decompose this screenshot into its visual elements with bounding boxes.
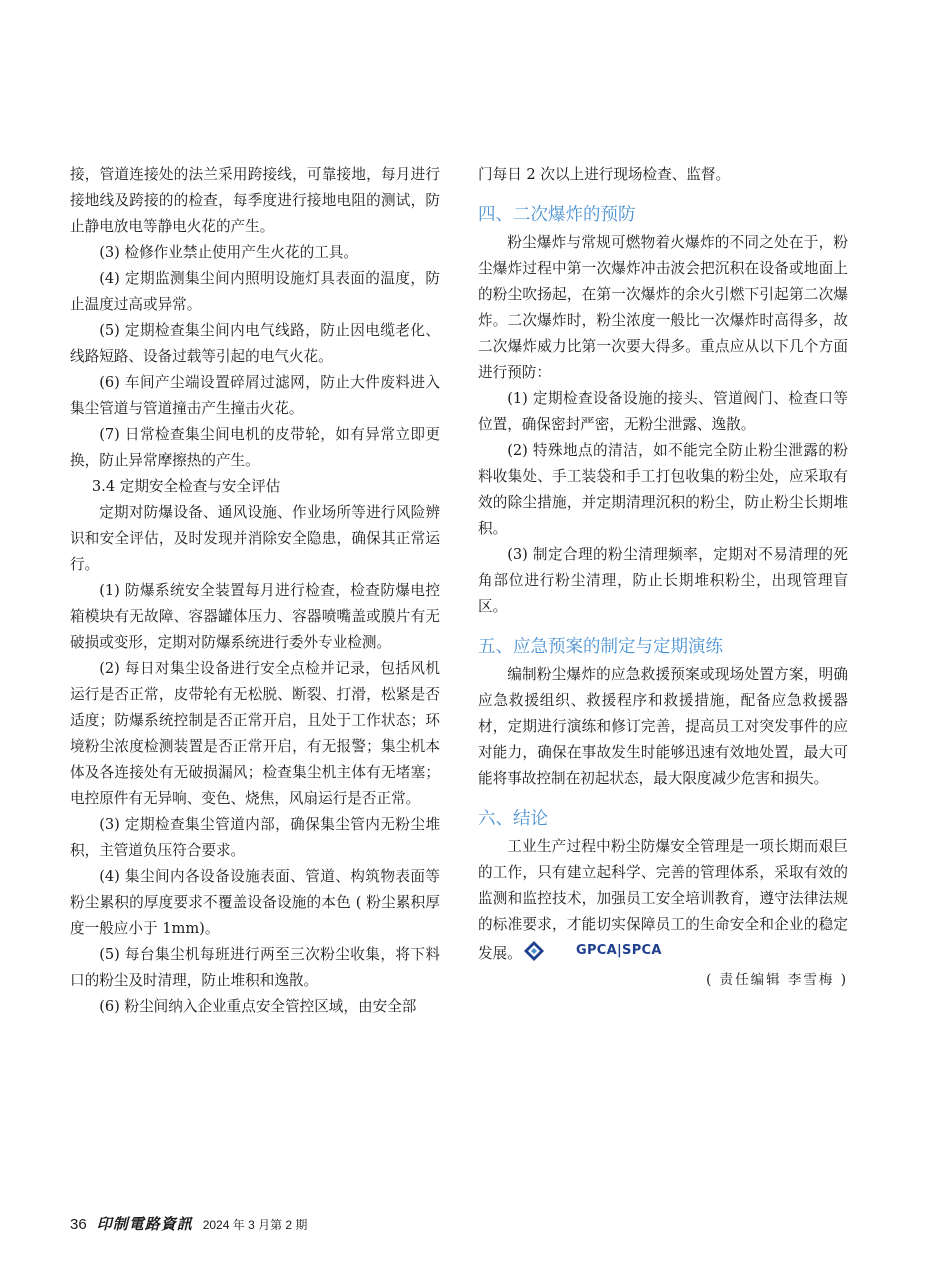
- body-paragraph: (7) 日常检查集尘间电机的皮带轮，如有异常立即更换，防止异常摩擦热的产生。: [70, 426, 440, 469]
- left-column: [70, 162, 440, 1020]
- logo-text: GPCA|SPCA: [575, 943, 662, 958]
- body-paragraph: (5) 每台集尘机每班进行两至三次粉尘收集，将下料口的粉尘及时清理，防止堆积和逸散。: [70, 946, 440, 989]
- body-paragraph: (1) 防爆系统安全装置每月进行检查，检查防爆电控箱模块有无故障、容器罐体压力、容器喷嘴盖或膜片有无破损或变形，定期对防爆系统进行委外专业检测。: [70, 582, 440, 651]
- body-paragraph: (3) 定期检查集尘管道内部，确保集尘管内无粉尘堆积，主管道负压符合要求。: [70, 816, 440, 859]
- body-paragraph: (2) 特殊地点的清洁，如不能完全防止粉尘泄露的粉料收集处、手工装袋和手工打包收集的粉尘处，应采取有效的除尘措施，并定期清理沉积的粉尘，防止粉尘长期堆积。: [478, 442, 848, 537]
- page-number: 36: [70, 1216, 87, 1233]
- body-paragraph: (6) 粉尘间纳入企业重点安全管控区域，由安全部: [99, 998, 417, 1015]
- body-paragraph: 门每日 2 次以上进行现场检查、监督。: [478, 166, 731, 183]
- section-heading-5: 五、应急预案的制定与定期演练: [478, 637, 723, 657]
- editor-note: ( 责任编辑 李雪梅 ): [706, 972, 848, 988]
- body-paragraph: (2) 每日对集尘设备进行安全点检并记录，包括风机运行是否正常，皮带轮有无松脱、断裂、打滑，松紧是否适度；防爆系统控制是否正常开启，且处于工作状态；环境粉尘浓度检测装置是否正常开启，有无报警；集尘机本体及各连接处有无破损漏风；检查集尘机主体有无堵塞；电控原件有无异响、变色、烧焦，风扇运行是否正常。: [70, 660, 440, 807]
- body-paragraph: 编制粉尘爆炸的应急救援预案或现场处置方案，明确应急救援组织、救援程序和救援措施，配备应急救援器材，定期进行演练和修订完善，提高员工对突发事件的应对能力，确保在事故发生时能够迅速有效地处置，最大可能将事故控制在初起状态，最大限度减少危害和损失。: [478, 666, 848, 787]
- body-paragraph: (5) 定期检查集尘间内电气线路，防止因电缆老化、线路短路、设备过载等引起的电气火花。: [70, 322, 440, 365]
- right-column: [478, 162, 848, 993]
- page-footer: [70, 1213, 307, 1234]
- body-paragraph: (4) 集尘间内各设备设施表面、管道、构筑物表面等粉尘累积的厚度要求不覆盖设备设施的本色 ( 粉尘累积厚度一般应小于 1mm)。: [70, 868, 440, 937]
- body-paragraph: 粉尘爆炸与常规可燃物着火爆炸的不同之处在于，粉尘爆炸过程中第一次爆炸冲击波会把沉积在设备或地面上的粉尘吹扬起，在第一次爆炸的余火引燃下引起第二次爆炸。二次爆炸时，粉尘浓度一般比一次爆炸时高得多，故二次爆炸威力比第一次要大得多。重点应从以下几个方面进行预防：: [478, 234, 848, 381]
- magazine-name: 印制電路資訊: [96, 1215, 193, 1233]
- body-paragraph: (4) 定期监测集尘间内照明设施灯具表面的温度，防止温度过高或异常。: [70, 270, 440, 313]
- body-paragraph: (6) 车间产尘端设置碎屑过滤网，防止大件废料进入集尘管道与管道撞击产生撞击火花。: [70, 374, 440, 417]
- body-paragraph: (3) 检修作业禁止使用产生火花的工具。: [99, 244, 358, 261]
- conclusion-paragraph: [478, 834, 848, 967]
- gpca-logo: [524, 938, 662, 964]
- body-paragraph: (1) 定期检查设备设施的接头、管道阀门、检查口等位置，确保密封严密，无粉尘泄露、逸散。: [478, 390, 848, 433]
- body-paragraph: (3) 制定合理的粉尘清理频率，定期对不易清理的死角部位进行粉尘清理，防止长期堆积粉尘，出现管理盲区。: [478, 546, 848, 615]
- conclusion-text: 工业生产过程中粉尘防爆安全管理是一项长期而艰巨的工作，只有建立起科学、完善的管理体系，采取有效的监测和监控技术，加强员工安全培训教育，遵守法律法规的标准要求，才能切实保障员工的生命安全和企业的稳定发展。: [478, 838, 848, 962]
- diamond-logo-icon: [524, 941, 544, 961]
- body-paragraph: 定期对防爆设备、通风设施、作业场所等进行风险辨识和安全评估，及时发现并消除安全隐患，确保其正常运行。: [70, 504, 440, 573]
- body-paragraph: 接，管道连接处的法兰采用跨接线，可靠接地，每月进行接地线及跨接的的检查，每季度进行接地电阻的测试，防止静电放电等静电火花的产生。: [70, 166, 440, 235]
- section-heading-6: 六、结论: [478, 809, 548, 829]
- issue-date: 2024 年 3 月第 2 期: [202, 1218, 308, 1232]
- subsection-heading: 3.4 定期安全检查与安全评估: [91, 478, 281, 495]
- section-heading-4: 四、二次爆炸的预防: [478, 205, 636, 225]
